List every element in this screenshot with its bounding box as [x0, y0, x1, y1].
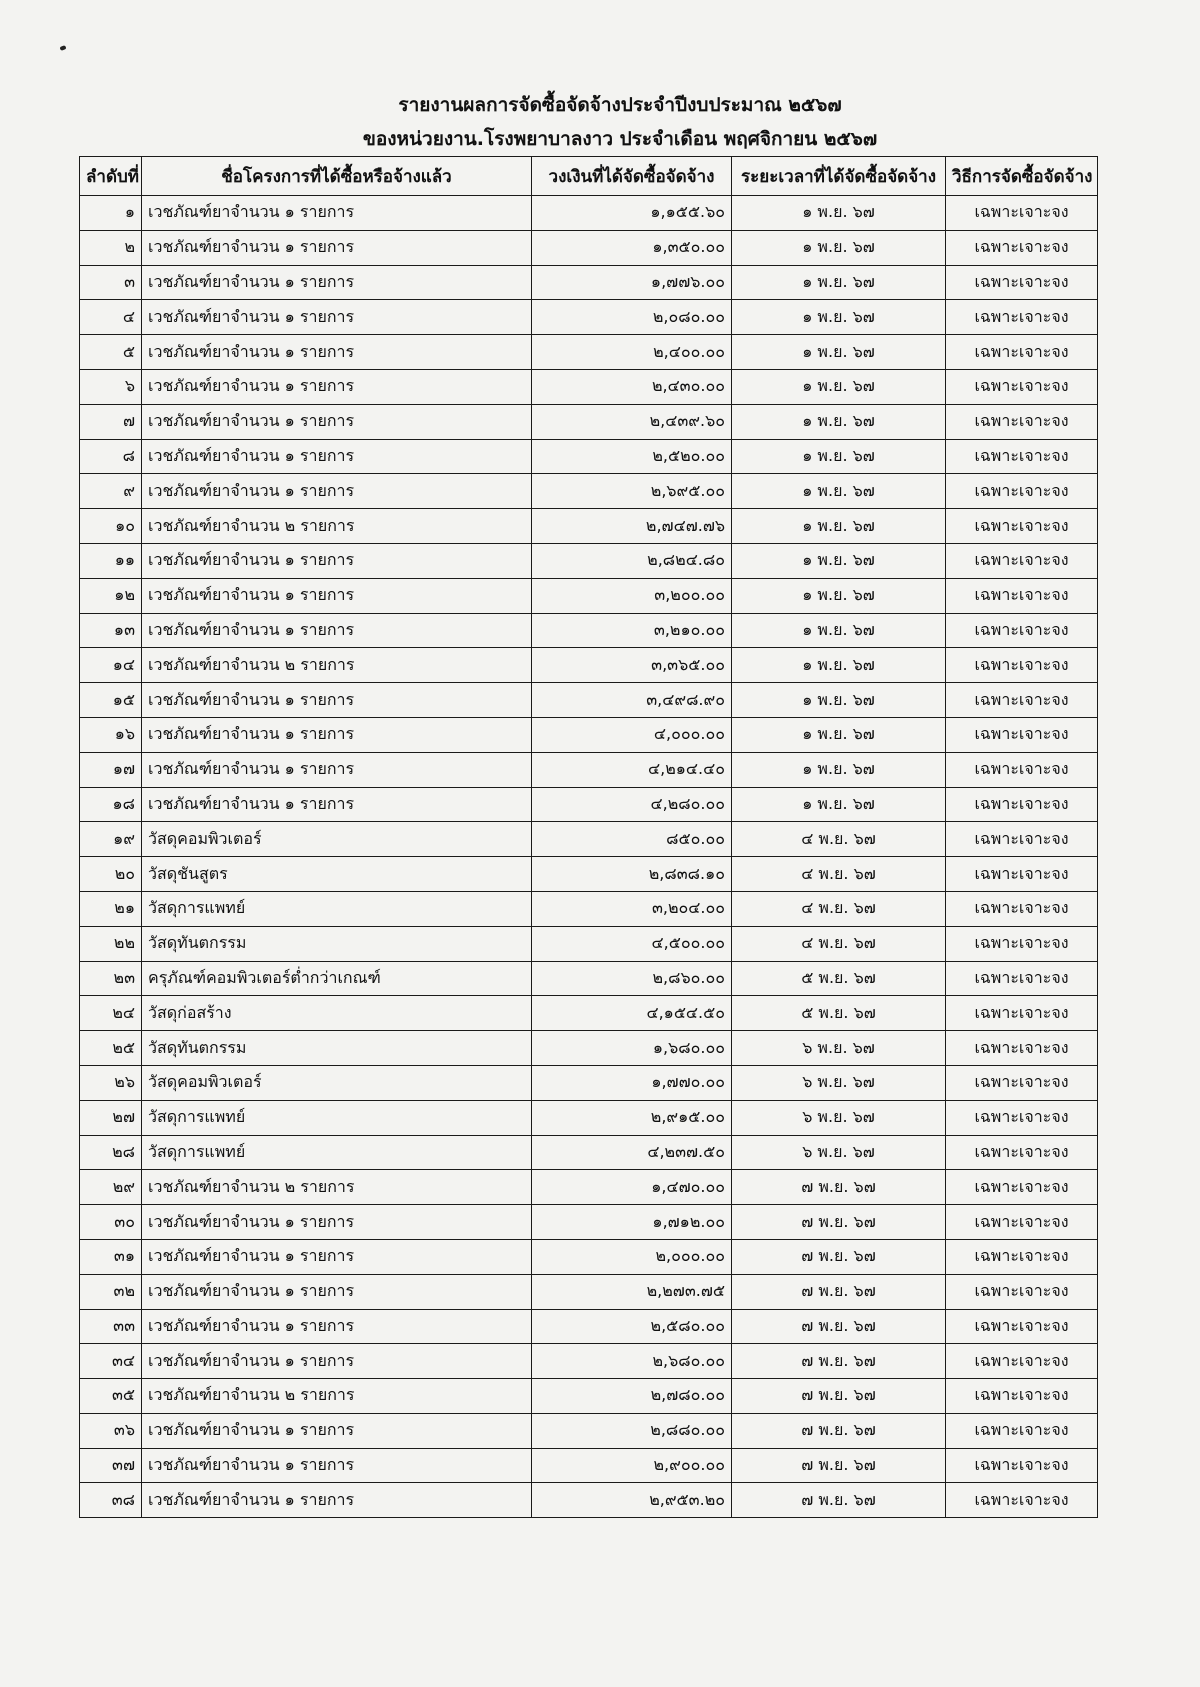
project-name: เวชภัณฑ์ยาจำนวน ๑ รายการ [142, 1274, 532, 1309]
procurement-method: เฉพาะเจาะจง [946, 509, 1098, 544]
procurement-method: เฉพาะเจาะจง [946, 857, 1098, 892]
procurement-table [79, 156, 1098, 1518]
amount: ๒,๙๑๕.๐๐ [532, 1100, 732, 1135]
table-row [80, 961, 1098, 996]
amount: ๒,๕๒๐.๐๐ [532, 439, 732, 474]
amount: ๑,๗๗๖.๐๐ [532, 265, 732, 300]
table-row [80, 230, 1098, 265]
amount: ๔,๒๑๔.๔๐ [532, 752, 732, 787]
procurement-date: ๗ พ.ย. ๖๗ [732, 1344, 946, 1379]
amount: ๔,๕๐๐.๐๐ [532, 926, 732, 961]
amount: ๒,๘๒๔.๘๐ [532, 543, 732, 578]
project-name: วัสดุทันตกรรม [142, 926, 532, 961]
row-number: ๓๕ [80, 1379, 142, 1414]
project-name: วัสดุทันตกรรม [142, 1031, 532, 1066]
procurement-method: เฉพาะเจาะจง [946, 1483, 1098, 1518]
project-name: เวชภัณฑ์ยาจำนวน ๑ รายการ [142, 1413, 532, 1448]
row-number: ๒๖ [80, 1065, 142, 1100]
table-row [80, 1065, 1098, 1100]
procurement-date: ๑ พ.ย. ๖๗ [732, 509, 946, 544]
row-number: ๑๘ [80, 787, 142, 822]
procurement-date: ๖ พ.ย. ๖๗ [732, 1065, 946, 1100]
project-name: วัสดุคอมพิวเตอร์ [142, 822, 532, 857]
procurement-method: เฉพาะเจาะจง [946, 300, 1098, 335]
row-number: ๒๘ [80, 1135, 142, 1170]
amount: ๑,๑๕๕.๖๐ [532, 196, 732, 231]
table-row [80, 369, 1098, 404]
row-number: ๔ [80, 300, 142, 335]
row-number: ๑๔ [80, 648, 142, 683]
procurement-date: ๖ พ.ย. ๖๗ [732, 1135, 946, 1170]
procurement-date: ๗ พ.ย. ๖๗ [732, 1274, 946, 1309]
amount: ๒,๔๓๐.๐๐ [532, 369, 732, 404]
procurement-date: ๔ พ.ย. ๖๗ [732, 926, 946, 961]
table-row [80, 543, 1098, 578]
procurement-date: ๔ พ.ย. ๖๗ [732, 857, 946, 892]
table-row [80, 1135, 1098, 1170]
project-name: เวชภัณฑ์ยาจำนวน ๑ รายการ [142, 578, 532, 613]
procurement-date: ๑ พ.ย. ๖๗ [732, 787, 946, 822]
amount: ๒,๗๘๐.๐๐ [532, 1379, 732, 1414]
project-name: เวชภัณฑ์ยาจำนวน ๑ รายการ [142, 439, 532, 474]
row-number: ๒๕ [80, 1031, 142, 1066]
project-name: เวชภัณฑ์ยาจำนวน ๑ รายการ [142, 543, 532, 578]
amount: ๒,๕๘๐.๐๐ [532, 1309, 732, 1344]
procurement-date: ๑ พ.ย. ๖๗ [732, 717, 946, 752]
row-number: ๙ [80, 474, 142, 509]
procurement-date: ๑ พ.ย. ๖๗ [732, 300, 946, 335]
row-number: ๓๑ [80, 1239, 142, 1274]
row-number: ๒๓ [80, 961, 142, 996]
procurement-date: ๑ พ.ย. ๖๗ [732, 196, 946, 231]
project-name: เวชภัณฑ์ยาจำนวน ๑ รายการ [142, 1448, 532, 1483]
project-name: เวชภัณฑ์ยาจำนวน ๑ รายการ [142, 404, 532, 439]
project-name: เวชภัณฑ์ยาจำนวน ๑ รายการ [142, 683, 532, 718]
procurement-date: ๖ พ.ย. ๖๗ [732, 1100, 946, 1135]
procurement-method: เฉพาะเจาะจง [946, 1309, 1098, 1344]
table-row [80, 335, 1098, 370]
procurement-date: ๑ พ.ย. ๖๗ [732, 369, 946, 404]
project-name: เวชภัณฑ์ยาจำนวน ๒ รายการ [142, 509, 532, 544]
procurement-method: เฉพาะเจาะจง [946, 265, 1098, 300]
project-name: เวชภัณฑ์ยาจำนวน ๑ รายการ [142, 300, 532, 335]
amount: ๒,๐๘๐.๐๐ [532, 300, 732, 335]
procurement-method: เฉพาะเจาะจง [946, 439, 1098, 474]
project-name: เวชภัณฑ์ยาจำนวน ๑ รายการ [142, 1309, 532, 1344]
procurement-date: ๑ พ.ย. ๖๗ [732, 578, 946, 613]
amount: ๒,๒๗๓.๗๕ [532, 1274, 732, 1309]
amount: ๓,๒๐๔.๐๐ [532, 891, 732, 926]
project-name: เวชภัณฑ์ยาจำนวน ๑ รายการ [142, 474, 532, 509]
col-header-amount: วงเงินที่ได้จัดซื้อจัดจ้าง [532, 157, 732, 196]
project-name: เวชภัณฑ์ยาจำนวน ๑ รายการ [142, 265, 532, 300]
procurement-method: เฉพาะเจาะจง [946, 822, 1098, 857]
amount: ๒,๗๔๗.๗๖ [532, 509, 732, 544]
table-row [80, 822, 1098, 857]
row-number: ๗ [80, 404, 142, 439]
procurement-method: เฉพาะเจาะจง [946, 961, 1098, 996]
procurement-date: ๑ พ.ย. ๖๗ [732, 265, 946, 300]
row-number: ๒๐ [80, 857, 142, 892]
table-row [80, 1205, 1098, 1240]
procurement-date: ๑ พ.ย. ๖๗ [732, 404, 946, 439]
row-number: ๒๒ [80, 926, 142, 961]
procurement-method: เฉพาะเจาะจง [946, 787, 1098, 822]
procurement-date: ๗ พ.ย. ๖๗ [732, 1379, 946, 1414]
table-row [80, 857, 1098, 892]
col-header-no: ลำดับที่ [80, 157, 142, 196]
amount: ๒,๔๓๙.๖๐ [532, 404, 732, 439]
table-row [80, 1031, 1098, 1066]
procurement-method: เฉพาะเจาะจง [946, 613, 1098, 648]
procurement-method: เฉพาะเจาะจง [946, 230, 1098, 265]
table-row [80, 683, 1098, 718]
row-number: ๑๒ [80, 578, 142, 613]
procurement-method: เฉพาะเจาะจง [946, 335, 1098, 370]
procurement-date: ๑ พ.ย. ๖๗ [732, 648, 946, 683]
procurement-method: เฉพาะเจาะจง [946, 1170, 1098, 1205]
amount: ๒,๘๓๘.๑๐ [532, 857, 732, 892]
procurement-method: เฉพาะเจาะจง [946, 1239, 1098, 1274]
procurement-date: ๗ พ.ย. ๖๗ [732, 1239, 946, 1274]
table-row [80, 474, 1098, 509]
procurement-date: ๑ พ.ย. ๖๗ [732, 230, 946, 265]
procurement-date: ๖ พ.ย. ๖๗ [732, 1031, 946, 1066]
amount: ๒,๖๙๕.๐๐ [532, 474, 732, 509]
project-name: วัสดุการแพทย์ [142, 1135, 532, 1170]
procurement-method: เฉพาะเจาะจง [946, 369, 1098, 404]
procurement-method: เฉพาะเจาะจง [946, 1205, 1098, 1240]
row-number: ๑๓ [80, 613, 142, 648]
row-number: ๑๐ [80, 509, 142, 544]
procurement-method: เฉพาะเจาะจง [946, 196, 1098, 231]
row-number: ๘ [80, 439, 142, 474]
amount: ๑,๓๕๐.๐๐ [532, 230, 732, 265]
procurement-method: เฉพาะเจาะจง [946, 683, 1098, 718]
procurement-date: ๗ พ.ย. ๖๗ [732, 1170, 946, 1205]
row-number: ๒๔ [80, 996, 142, 1031]
procurement-method: เฉพาะเจาะจง [946, 648, 1098, 683]
table-row [80, 787, 1098, 822]
col-header-project: ชื่อโครงการที่ได้ซื้อหรือจ้างแล้ว [142, 157, 532, 196]
procurement-method: เฉพาะเจาะจง [946, 717, 1098, 752]
project-name: เวชภัณฑ์ยาจำนวน ๑ รายการ [142, 1205, 532, 1240]
procurement-method: เฉพาะเจาะจง [946, 752, 1098, 787]
table-row [80, 926, 1098, 961]
row-number: ๑ [80, 196, 142, 231]
table-row [80, 196, 1098, 231]
amount: ๒,๖๘๐.๐๐ [532, 1344, 732, 1379]
procurement-date: ๔ พ.ย. ๖๗ [732, 891, 946, 926]
scan-mark [59, 45, 66, 51]
amount: ๒,๘๘๐.๐๐ [532, 1413, 732, 1448]
table-body [80, 196, 1098, 1518]
project-name: เวชภัณฑ์ยาจำนวน ๑ รายการ [142, 1483, 532, 1518]
procurement-method: เฉพาะเจาะจง [946, 543, 1098, 578]
procurement-date: ๑ พ.ย. ๖๗ [732, 752, 946, 787]
project-name: ครุภัณฑ์คอมพิวเตอร์ต่ำกว่าเกณฑ์ [142, 961, 532, 996]
amount: ๑,๔๗๐.๐๐ [532, 1170, 732, 1205]
table-row [80, 891, 1098, 926]
procurement-method: เฉพาะเจาะจง [946, 996, 1098, 1031]
table-row [80, 300, 1098, 335]
procurement-method: เฉพาะเจาะจง [946, 404, 1098, 439]
procurement-date: ๑ พ.ย. ๖๗ [732, 335, 946, 370]
table-row [80, 613, 1098, 648]
table-row [80, 1274, 1098, 1309]
procurement-method: เฉพาะเจาะจง [946, 1031, 1098, 1066]
col-header-date: ระยะเวลาที่ได้จัดซื้อจัดจ้าง [732, 157, 946, 196]
row-number: ๑๑ [80, 543, 142, 578]
row-number: ๒๑ [80, 891, 142, 926]
procurement-date: ๑ พ.ย. ๖๗ [732, 613, 946, 648]
procurement-date: ๑ พ.ย. ๖๗ [732, 683, 946, 718]
project-name: เวชภัณฑ์ยาจำนวน ๑ รายการ [142, 717, 532, 752]
table-row [80, 717, 1098, 752]
table-row [80, 265, 1098, 300]
procurement-method: เฉพาะเจาะจง [946, 578, 1098, 613]
project-name: เวชภัณฑ์ยาจำนวน ๑ รายการ [142, 752, 532, 787]
row-number: ๓๘ [80, 1483, 142, 1518]
amount: ๒,๔๐๐.๐๐ [532, 335, 732, 370]
project-name: วัสดุชันสูตร [142, 857, 532, 892]
row-number: ๖ [80, 369, 142, 404]
row-number: ๓๗ [80, 1448, 142, 1483]
row-number: ๑๖ [80, 717, 142, 752]
project-name: วัสดุการแพทย์ [142, 1100, 532, 1135]
row-number: ๑๙ [80, 822, 142, 857]
table-row [80, 1379, 1098, 1414]
procurement-method: เฉพาะเจาะจง [946, 1448, 1098, 1483]
project-name: วัสดุก่อสร้าง [142, 996, 532, 1031]
amount: ๔,๒๓๗.๕๐ [532, 1135, 732, 1170]
procurement-date: ๗ พ.ย. ๖๗ [732, 1205, 946, 1240]
project-name: วัสดุคอมพิวเตอร์ [142, 1065, 532, 1100]
amount: ๘๕๐.๐๐ [532, 822, 732, 857]
procurement-date: ๗ พ.ย. ๖๗ [732, 1413, 946, 1448]
col-header-method: วิธีการจัดซื้อจัดจ้าง [946, 157, 1098, 196]
amount: ๑,๖๘๐.๐๐ [532, 1031, 732, 1066]
procurement-method: เฉพาะเจาะจง [946, 1135, 1098, 1170]
row-number: ๓ [80, 265, 142, 300]
row-number: ๒ [80, 230, 142, 265]
row-number: ๓๐ [80, 1205, 142, 1240]
row-number: ๕ [80, 335, 142, 370]
table-row [80, 509, 1098, 544]
procurement-date: ๔ พ.ย. ๖๗ [732, 822, 946, 857]
procurement-date: ๑ พ.ย. ๖๗ [732, 439, 946, 474]
row-number: ๒๗ [80, 1100, 142, 1135]
amount: ๔,๑๕๔.๕๐ [532, 996, 732, 1031]
table-row [80, 1239, 1098, 1274]
project-name: เวชภัณฑ์ยาจำนวน ๑ รายการ [142, 196, 532, 231]
procurement-method: เฉพาะเจาะจง [946, 1413, 1098, 1448]
table-header-row [80, 157, 1098, 196]
amount: ๓,๒๑๐.๐๐ [532, 613, 732, 648]
table-row [80, 578, 1098, 613]
project-name: เวชภัณฑ์ยาจำนวน ๑ รายการ [142, 335, 532, 370]
table-row [80, 648, 1098, 683]
amount: ๔,๒๘๐.๐๐ [532, 787, 732, 822]
table-row [80, 1448, 1098, 1483]
amount: ๒,๙๐๐.๐๐ [532, 1448, 732, 1483]
procurement-date: ๕ พ.ย. ๖๗ [732, 996, 946, 1031]
amount: ๒,๘๖๐.๐๐ [532, 961, 732, 996]
report-title: รายงานผลการจัดซื้อจัดจ้างประจำปีงบประมาณ ๒๕๖๗ [398, 94, 842, 116]
project-name: เวชภัณฑ์ยาจำนวน ๒ รายการ [142, 648, 532, 683]
project-name: เวชภัณฑ์ยาจำนวน ๒ รายการ [142, 1379, 532, 1414]
row-number: ๓๔ [80, 1344, 142, 1379]
table-row [80, 1309, 1098, 1344]
row-number: ๑๕ [80, 683, 142, 718]
procurement-method: เฉพาะเจาะจง [946, 474, 1098, 509]
project-name: เวชภัณฑ์ยาจำนวน ๑ รายการ [142, 613, 532, 648]
table-row [80, 752, 1098, 787]
row-number: ๓๖ [80, 1413, 142, 1448]
project-name: เวชภัณฑ์ยาจำนวน ๒ รายการ [142, 1170, 532, 1205]
procurement-date: ๑ พ.ย. ๖๗ [732, 543, 946, 578]
table-row [80, 404, 1098, 439]
project-name: เวชภัณฑ์ยาจำนวน ๑ รายการ [142, 787, 532, 822]
row-number: ๒๙ [80, 1170, 142, 1205]
amount: ๓,๓๖๕.๐๐ [532, 648, 732, 683]
project-name: วัสดุการแพทย์ [142, 891, 532, 926]
table-row [80, 1170, 1098, 1205]
row-number: ๓๓ [80, 1309, 142, 1344]
procurement-method: เฉพาะเจาะจง [946, 1065, 1098, 1100]
row-number: ๑๗ [80, 752, 142, 787]
table-row [80, 996, 1098, 1031]
procurement-date: ๑ พ.ย. ๖๗ [732, 474, 946, 509]
row-number: ๓๒ [80, 1274, 142, 1309]
table-row [80, 1413, 1098, 1448]
procurement-method: เฉพาะเจาะจง [946, 1344, 1098, 1379]
procurement-date: ๗ พ.ย. ๖๗ [732, 1309, 946, 1344]
amount: ๔,๐๐๐.๐๐ [532, 717, 732, 752]
amount: ๓,๒๐๐.๐๐ [532, 578, 732, 613]
amount: ๑,๗๗๐.๐๐ [532, 1065, 732, 1100]
procurement-date: ๗ พ.ย. ๖๗ [732, 1483, 946, 1518]
project-name: เวชภัณฑ์ยาจำนวน ๑ รายการ [142, 369, 532, 404]
report-subtitle: ของหน่วยงาน.โรงพยาบาลงาว ประจำเดือน พฤศจิกายน ๒๕๖๗ [362, 128, 878, 150]
project-name: เวชภัณฑ์ยาจำนวน ๑ รายการ [142, 230, 532, 265]
table-row [80, 1100, 1098, 1135]
table-row [80, 439, 1098, 474]
procurement-date: ๕ พ.ย. ๖๗ [732, 961, 946, 996]
procurement-method: เฉพาะเจาะจง [946, 1100, 1098, 1135]
project-name: เวชภัณฑ์ยาจำนวน ๑ รายการ [142, 1344, 532, 1379]
amount: ๒,๐๐๐.๐๐ [532, 1239, 732, 1274]
amount: ๒,๙๕๓.๒๐ [532, 1483, 732, 1518]
project-name: เวชภัณฑ์ยาจำนวน ๑ รายการ [142, 1239, 532, 1274]
table-row [80, 1483, 1098, 1518]
procurement-method: เฉพาะเจาะจง [946, 926, 1098, 961]
procurement-method: เฉพาะเจาะจง [946, 1274, 1098, 1309]
amount: ๑,๗๑๒.๐๐ [532, 1205, 732, 1240]
amount: ๓,๔๙๘.๙๐ [532, 683, 732, 718]
procurement-method: เฉพาะเจาะจง [946, 1379, 1098, 1414]
table-row [80, 1344, 1098, 1379]
procurement-method: เฉพาะเจาะจง [946, 891, 1098, 926]
procurement-date: ๗ พ.ย. ๖๗ [732, 1448, 946, 1483]
